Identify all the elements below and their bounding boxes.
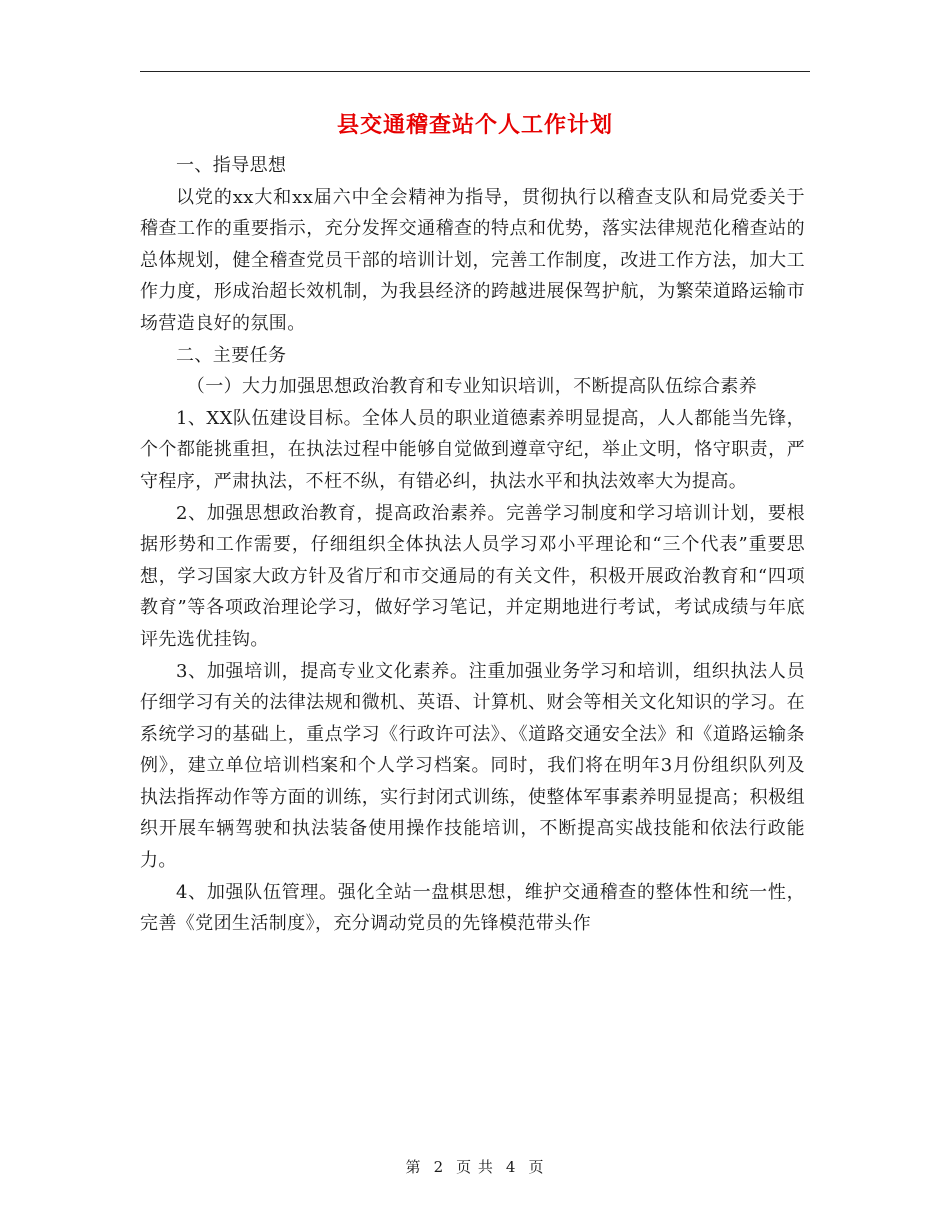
page-footer <box>0 1156 950 1177</box>
paragraph: 3、加强培训，提高专业文化素养。注重加强业务学习和培训，组织执法人员仔细学习有关的法律法规和微机、英语、计算机、财会等相关文化知识的学习。在系统学习的基础上，重点学习《行政许可法》、《道路交通安全法》和《道路运输条例》，建立单位培训档案和个人学习档案。同时，我们将在明年3月份组织队列及执法指挥动作等方面的训练，实行封闭式训练，使整体军事素养明显提高；积极组织开展车辆驾驶和执法装备使用操作技能培训，不断提高实战技能和依法行政能力。 <box>140 660 805 872</box>
footer-suffix: 页 <box>528 1158 545 1176</box>
document-body <box>140 150 805 940</box>
footer-prefix: 第 <box>405 1158 422 1176</box>
header-rule <box>140 71 810 72</box>
document-title: 县交通稽查站个人工作计划 <box>336 113 613 138</box>
paragraph: 1、XX队伍建设目标。全体人员的职业道德素养明显提高，人人都能当先锋，个个都能挑重担，在执法过程中能够自觉做到遵章守纪，举止文明，恪守职责，严守程序，严肃执法，不枉不纵，有错必纠，执法水平和执法效率大为提高。 <box>140 407 805 492</box>
subsection-heading: （一）大力加强思想政治教育和专业知识培训，不断提高队伍综合素养 <box>186 376 758 398</box>
paragraph: 4、加强队伍管理。强化全站一盘棋思想，维护交通稽查的整体性和统一性，完善《党团生活制度》，充分调动党员的先锋模范带头作 <box>140 881 805 935</box>
section-heading: 一、指导思想 <box>176 155 287 176</box>
footer-mid: 页 共 <box>456 1158 494 1176</box>
page-number: 2 <box>433 1158 445 1176</box>
paragraph: 以党的xx大和xx届六中全会精神为指导，贯彻执行以稽查支队和局党委关于稽查工作的重要指示，充分发挥交通稽查的特点和优势，落实法律规范化稽查站的总体规划，健全稽查党员干部的培训计划，完善工作制度，改进工作方法，加大工作力度，形成治超长效机制，为我县经济的跨越进展保驾护航，为繁荣道路运输市场营造良好的氛围。 <box>140 186 805 334</box>
section-heading: 二、主要任务 <box>176 344 287 366</box>
page-total: 4 <box>505 1158 517 1176</box>
paragraph: 2、加强思想政治教育，提高政治素养。完善学习制度和学习培训计划，要根据形势和工作需要，仔细组织全体执法人员学习邓小平理论和“三个代表”重要思想，学习国家大政方针及省厅和市交通局的有关文件，积极开展政治教育和“四项教育”等各项政治理论学习，做好学习笔记，并定期地进行考试，考试成绩与年底评先选优挂钩。 <box>140 502 805 650</box>
